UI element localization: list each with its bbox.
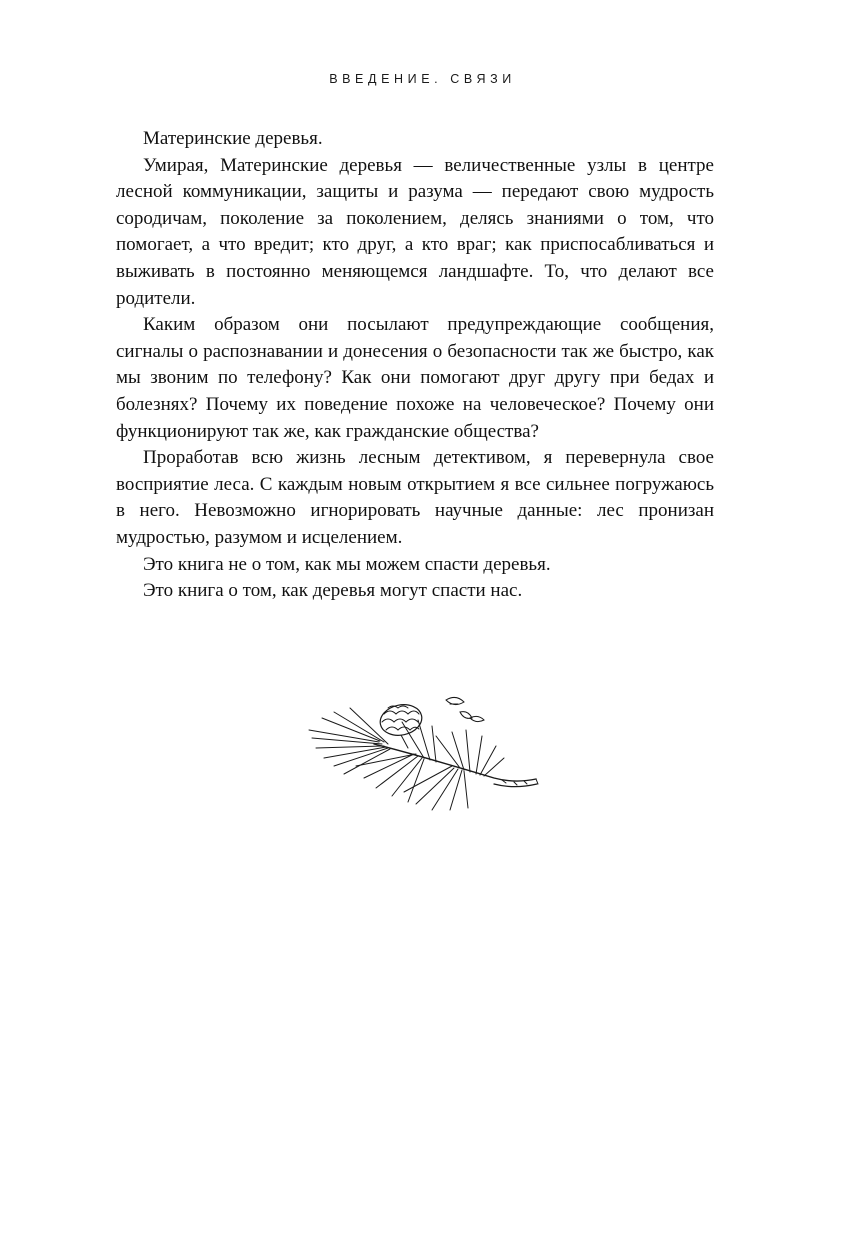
paragraph: Это книга о том, как деревья могут спасти нас. [143, 580, 523, 602]
running-header: ВВЕДЕНИЕ. СВЯЗИ [329, 72, 516, 86]
pine-branch-with-cone-icon [304, 692, 544, 817]
paragraph: Каким образом они посылают предупреждающие сообщения, сигналы о распознавании и донесения о безопасности так же быстро, как мы звоним по телефону? Как они помогают друг другу при бедах и болезнях? Почему их поведение похоже на человеческое? Почему они функционируют так же, как гражданские общества? [116, 314, 714, 442]
paragraph: Умирая, Материнские деревья — величественные узлы в центре лесной коммуникации, защиты и разума — передают свою мудрость сородичам, поколение за поколением, делясь знаниями о том, что помогает, а что вредит; кто друг, а кто враг; как приспосабливаться и выживать в постоянно меняющемся ландшафте. То, что делают все родители. [116, 154, 714, 309]
paragraph: Это книга не о том, как мы можем спасти деревья. [143, 553, 551, 575]
paragraph: Проработав всю жизнь лесным детективом, я перевернула свое восприятие леса. С каждым новым открытием я все сильнее погружаюсь в него. Невозможно игнорировать научные данные: лес пронизан мудростью, разумом и исцелением. [116, 447, 714, 548]
paragraph: Материнские деревья. [143, 128, 323, 149]
body-text [116, 126, 714, 605]
